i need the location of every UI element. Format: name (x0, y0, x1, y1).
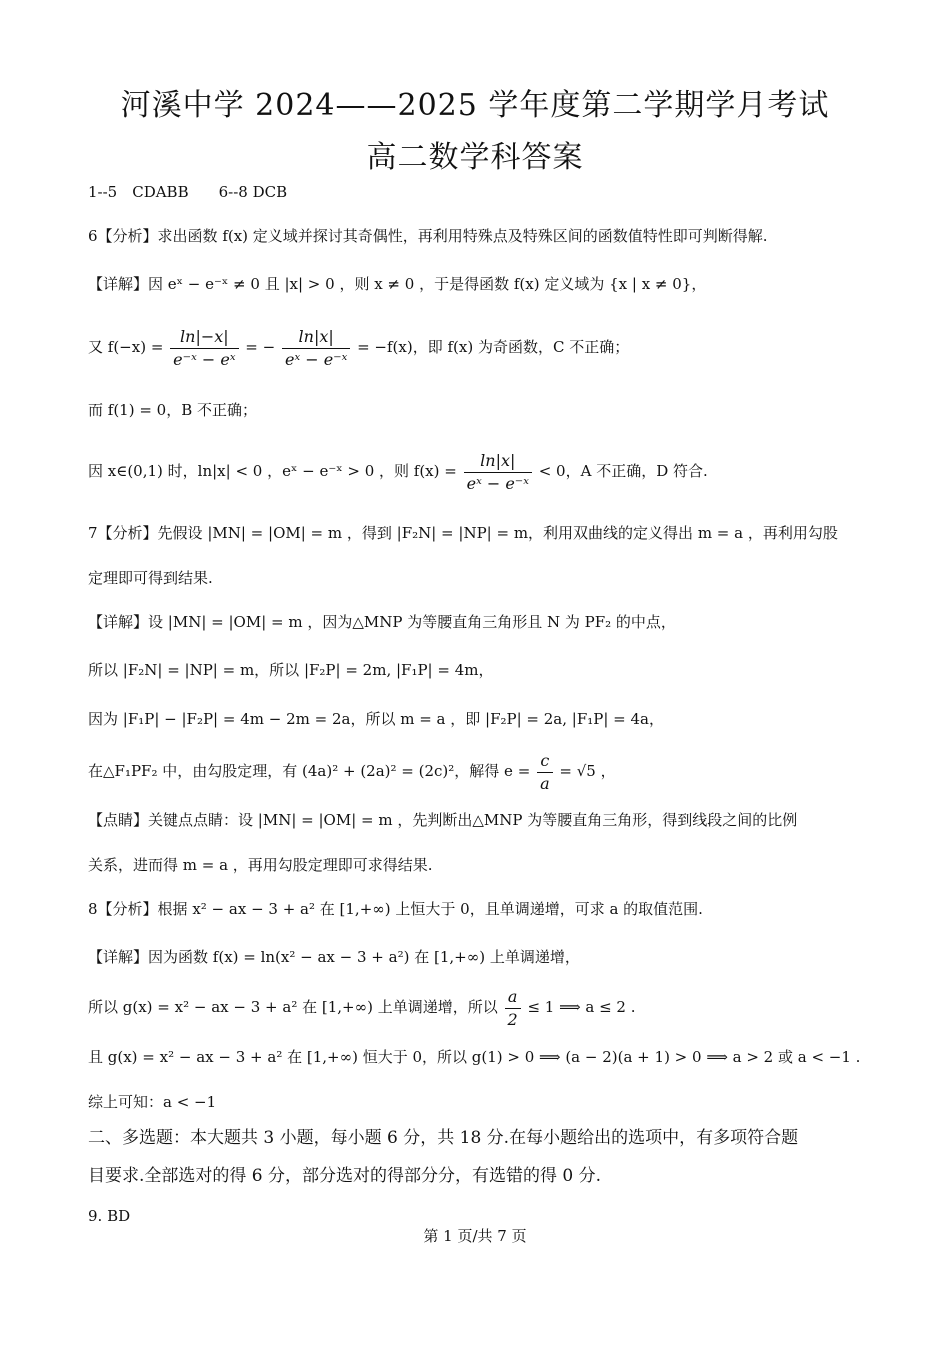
q7-key-1 (88, 808, 878, 832)
q8-analysis-text: 根据 x² − ax − 3 + a² 在 [1,+∞) 上恒大于 0，且单调递增，可求 a 的取值范围. (157, 900, 703, 918)
q7-analysis-label: 7【分析】 (88, 524, 158, 542)
q6-analysis (88, 224, 878, 248)
page-footer: 第 1 页/共 7 页 (423, 1227, 527, 1245)
q6-fraction-3 (464, 450, 532, 495)
q6-detail-2-suffix: = −f(x)，即 f(x) 为奇函数，C 不正确； (357, 338, 630, 356)
page-subtitle: 高二数学科答案 (366, 140, 584, 175)
q7-detail-4-suffix: = √5 ， (559, 762, 616, 780)
page-title: 河溪中学 2024——2025 学年度第二学期学月考试 (120, 88, 830, 123)
q8-fraction (505, 986, 521, 1031)
q8-detail-2-prefix: 所以 g(x) = x² − ax − 3 + a² 在 [1,+∞) 上单调递增，所以 (88, 998, 498, 1016)
section-2-heading-1: 二、多选题：本大题共 3 小题，每小题 6 分，共 18 分.在每小题给出的选项中，有多项符合题 (88, 1128, 799, 1148)
q6-detail-1-text: 因 eˣ − e⁻ˣ ≠ 0 且 |x| > 0 ，则 x ≠ 0 ，于是得函数 f(x) 定义域为 {x | x ≠ 0}， (148, 275, 707, 293)
q6-detail-label: 【详解】 (88, 275, 149, 293)
q8-analysis-label: 8【分析】 (88, 900, 158, 918)
q7-detail-1 (88, 610, 878, 634)
q6-detail-4-suffix: < 0，A 不正确，D 符合. (538, 462, 708, 480)
q7-detail-label: 【详解】 (88, 613, 149, 631)
q8-detail-1 (88, 945, 878, 969)
q6-detail-3: 而 f(1) = 0，B 不正确； (88, 401, 258, 419)
q7-key-label: 【点睛】 (88, 811, 149, 829)
q7-analysis-1-text: 先假设 |MN| = |OM| = m ，得到 |F₂N| = |NP| = m，利用双曲线的定义得出 m = a ，再利用勾股 (157, 524, 838, 542)
q6-detail-4 (88, 446, 878, 496)
q6-fraction-1 (170, 326, 238, 371)
q8-detail-2-suffix: ≤ 1 ⟹ a ≤ 2 . (527, 998, 636, 1016)
q8-detail-2 (88, 982, 878, 1032)
q7-key-2: 关系，进而得 m = a ，再用勾股定理即可求得结果. (88, 856, 433, 874)
q7-detail-2: 所以 |F₂N| = |NP| = m，所以 |F₂P| = 2m, |F₁P| = 4m， (88, 661, 494, 679)
q8-analysis (88, 897, 878, 921)
q7-analysis-1 (88, 521, 878, 545)
q6-detail-1 (88, 272, 878, 296)
answers-1-8: 1--5 CDABB 6--8 DCB (88, 183, 288, 201)
q6-fraction-2 (282, 326, 350, 371)
q7-detail-4 (88, 746, 878, 796)
q7-fraction-den: a (540, 773, 550, 793)
q6-eq-minus: = − (245, 338, 276, 356)
q6-fraction-1-num: ln|−x| (170, 326, 238, 349)
q7-detail-1-text: 设 |MN| = |OM| = m ，因为△MNP 为等腰直角三角形且 N 为 PF₂ 的中点， (148, 613, 676, 631)
q7-fraction-num: c (537, 750, 553, 773)
q7-detail-4-prefix: 在△F₁PF₂ 中，由勾股定理，有 (4a)² + (2a)² = (2c)²，解得 e = (88, 762, 531, 780)
q6-fraction-2-den: eˣ − e⁻ˣ (284, 349, 348, 369)
q8-detail-3: 且 g(x) = x² − ax − 3 + a² 在 [1,+∞) 恒大于 0，所以 g(1) > 0 ⟹ (a − 2)(a + 1) > 0 ⟹ a > 2 或 a < −1 . (88, 1048, 861, 1066)
q7-key-1-text: 关键点点睛：设 |MN| = |OM| = m ，先判断出△MNP 为等腰直角三角形，得到线段之间的比例 (148, 811, 798, 829)
q6-analysis-label: 6【分析】 (88, 227, 158, 245)
q6-detail-2-prefix: 又 f(−x) = (88, 338, 164, 356)
q6-fraction-3-den: eˣ − e⁻ˣ (466, 473, 529, 493)
q6-fraction-1-den: e⁻ˣ − eˣ (173, 349, 236, 369)
q8-fraction-den: 2 (507, 1009, 518, 1029)
q6-fraction-2-num: ln|x| (282, 326, 350, 349)
q7-fraction (537, 750, 553, 795)
q8-conclusion: 综上可知：a < −1 (88, 1093, 217, 1111)
q8-fraction-num: a (505, 986, 521, 1009)
q6-fraction-3-num: ln|x| (464, 450, 532, 473)
q6-analysis-text: 求出函数 f(x) 定义域并探讨其奇偶性，再利用特殊点及特殊区间的函数值特性即可判断得解. (157, 227, 768, 245)
q7-detail-3: 因为 |F₁P| − |F₂P| = 4m − 2m = 2a，所以 m = a ，即 |F₂P| = 2a, |F₁P| = 4a， (88, 710, 664, 728)
q6-detail-2 (88, 322, 878, 372)
section-2-heading-2: 目要求.全部选对的得 6 分，部分选对的得部分分，有选错的得 0 分. (88, 1166, 602, 1186)
q8-detail-1-text: 因为函数 f(x) = ln(x² − ax − 3 + a²) 在 [1,+∞) 上单调递增， (148, 948, 580, 966)
q6-detail-4-prefix: 因 x∈(0,1) 时，ln|x| < 0 ，eˣ − e⁻ˣ > 0 ，则 f(x) = (88, 462, 457, 480)
q8-detail-label: 【详解】 (88, 948, 149, 966)
q9-answer: 9. BD (88, 1207, 131, 1225)
q7-analysis-2: 定理即可得到结果. (88, 569, 213, 587)
